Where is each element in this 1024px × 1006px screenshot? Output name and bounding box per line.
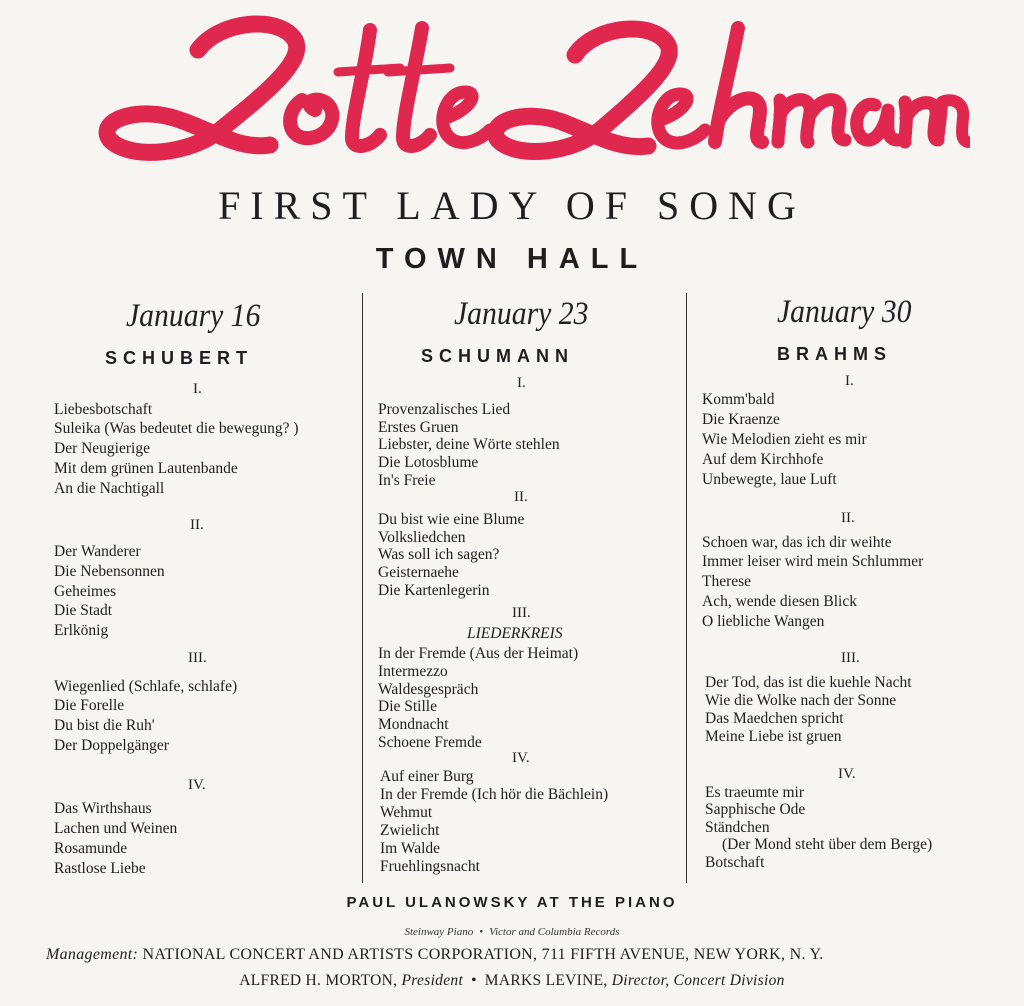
song-title: Suleika (Was bedeutet die bewegung? ) [54, 420, 299, 437]
song-title: Die Stille [378, 698, 437, 715]
song-title: Mondnacht [378, 716, 449, 733]
song-title: Therese [702, 573, 752, 590]
song-title: Die Kartenlegerin [378, 582, 490, 599]
song-title: Im Walde [380, 840, 441, 857]
song-title: Du bist die Ruh' [54, 717, 155, 734]
director-name: MARKS LEVINE, [484, 972, 608, 989]
song-title: Botschaft [705, 854, 765, 871]
song-title: Zwielicht [380, 822, 440, 839]
song-title: Die Forelle [54, 697, 125, 714]
column-divider [686, 293, 687, 883]
composer-brahms: BRAHMS [777, 344, 892, 364]
song-title: Liebesbotschaft [54, 401, 153, 418]
bullet-separator: • [471, 972, 477, 989]
song-title: Was soll ich sagen? [378, 546, 500, 563]
song-title: Wiegenlied (Schlafe, schlafe) [54, 678, 238, 695]
song-title: Der Tod, das ist die kuehle Nacht [705, 674, 912, 691]
song-title: Liebster, deine Wörte stehlen [378, 436, 560, 453]
song-title: Schoen war, das ich dir weihte [702, 534, 892, 551]
group-numeral: III. [512, 605, 531, 621]
song-title: Der Doppelgänger [54, 737, 169, 754]
song-title: Es traeumte mir [705, 784, 804, 801]
song-title: Erlkönig [54, 622, 109, 639]
song-title: Rosamunde [54, 840, 128, 857]
management-label: Management: [46, 946, 139, 963]
song-title: Geheimes [54, 583, 116, 600]
song-title: Meine Liebe ist gruen [705, 728, 842, 745]
song-title: Schoene Fremde [378, 734, 482, 751]
records-credit: Victor and Columbia Records [489, 926, 620, 938]
song-title: Du bist wie eine Blume [378, 511, 525, 528]
song-title: Die Kraenze [702, 411, 780, 428]
group-numeral: II. [514, 489, 528, 505]
song-title: Intermezzo [378, 663, 448, 680]
song-title: Ständchen [705, 819, 770, 836]
song-title: Erstes Gruen [378, 419, 459, 436]
song-title: Mit dem grünen Lautenbande [54, 460, 238, 477]
song-title: Wie die Wolke nach der Sonne [705, 692, 897, 709]
song-title: Die Nebensonnen [54, 563, 165, 580]
venue: TOWN HALL [375, 243, 649, 275]
column-divider [362, 293, 363, 883]
group-numeral: II. [841, 510, 855, 526]
song-title: Die Stadt [54, 602, 113, 619]
song-title: Das Maedchen spricht [705, 710, 844, 727]
song-title: Fruehlingsnacht [380, 858, 480, 875]
song-title: Rastlose Liebe [54, 860, 146, 877]
song-title: Wehmut [380, 804, 433, 821]
group-numeral: I. [845, 373, 854, 389]
director-title: Director, Concert Division [611, 972, 785, 989]
president-name: ALFRED H. MORTON, [239, 972, 398, 989]
date-january-23: January 23 [454, 296, 589, 332]
group-numeral: II. [190, 517, 204, 533]
president-title: President [401, 972, 464, 989]
management-line [46, 946, 824, 964]
song-title: An die Nachtigall [54, 480, 165, 497]
composer-schumann: SCHUMANN [421, 346, 574, 366]
song-title: Immer leiser wird mein Schlummer [702, 553, 924, 570]
composer-schubert: SCHUBERT [105, 348, 254, 368]
song-title: Wie Melodien zieht es mir [702, 431, 867, 448]
officers-line [0, 972, 1024, 990]
song-title: In der Fremde (Aus der Heimat) [378, 645, 579, 662]
date-january-30: January 30 [777, 294, 912, 330]
subtitle: FIRST LADY OF SONG [218, 183, 806, 228]
piano-credit: Steinway Piano [404, 926, 474, 938]
group-numeral: I. [517, 375, 526, 391]
song-title: Geisternaehe [378, 564, 459, 581]
pianist-credit: PAUL ULANOWSKY AT THE PIANO [346, 894, 678, 911]
song-title: Ach, wende diesen Blick [702, 593, 857, 610]
group-numeral: III. [188, 650, 207, 666]
song-title: Das Wirthshaus [54, 800, 152, 817]
group-numeral: IV. [838, 766, 856, 782]
song-title: Sapphische Ode [705, 801, 806, 818]
song-title: Auf dem Kirchhofe [702, 451, 824, 468]
song-title: (Der Mond steht über dem Berge) [722, 836, 933, 853]
song-title: Der Neugierige [54, 440, 150, 457]
song-title: In's Freie [378, 472, 436, 489]
song-title: O liebliche Wangen [702, 613, 825, 630]
group-numeral: IV. [188, 777, 206, 793]
group-numeral: IV. [512, 750, 530, 766]
bullet-separator: • [479, 926, 484, 938]
song-title: Unbewegte, laue Luft [702, 471, 837, 488]
song-title: Komm'bald [702, 391, 775, 408]
cycle-title-liederkreis: LIEDERKREIS [467, 625, 563, 642]
sponsor-credits [0, 926, 1024, 938]
song-title: Die Lotosblume [378, 454, 479, 471]
group-numeral: I. [193, 381, 202, 397]
song-title: Volksliedchen [378, 529, 466, 546]
song-title: Provenzalisches Lied [378, 401, 511, 418]
song-title: Der Wanderer [54, 543, 141, 560]
group-numeral: III. [841, 650, 860, 666]
song-title: In der Fremde (Ich hör die Bächlein) [380, 786, 609, 803]
song-title: Waldesgespräch [378, 681, 479, 698]
date-january-16: January 16 [126, 298, 261, 334]
lotte-lehmann-script-logo [70, 0, 970, 175]
song-title: Lachen und Weinen [54, 820, 178, 837]
song-title: Auf einer Burg [380, 768, 474, 785]
management-name: NATIONAL CONCERT AND ARTISTS CORPORATION, 711 FIFTH AVENUE, NEW YORK, N. Y. [142, 946, 824, 963]
